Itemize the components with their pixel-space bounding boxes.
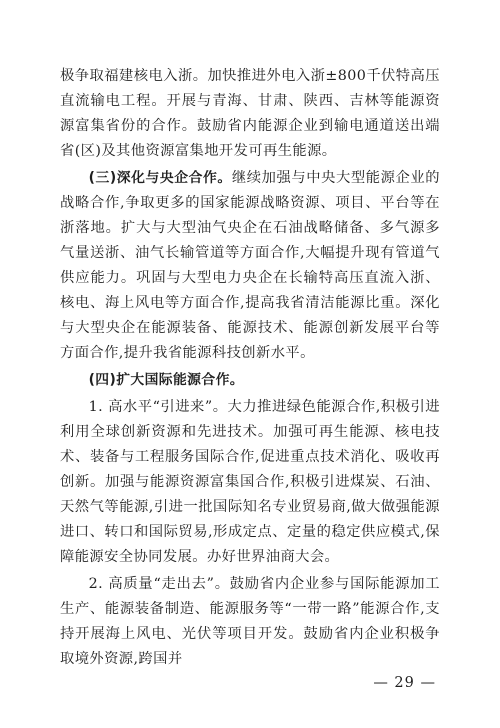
paragraph-central-soe-cooperation	[60, 166, 440, 366]
paragraph-text: 2. 高质量“走出去”。鼓励省内企业参与国际能源加工生产、能源装备制造、能源服务等“一带一路”能源合作,支持开展海上风电、光伏等项目开发。鼓励省内企业积极争取境外资源,跨国并	[60, 576, 440, 667]
paragraph-text: 1. 高水平“引进来”。大力推进绿色能源合作,积极引进利用全球创新资源和先进技术。加强可再生能源、核电技术、装备与工程服务国际合作,促进重点技术消化、吸收再创新。加强与能源资源富集国合作,积极引进煤炭、石油、天然气等能源,引进一批国际知名专业贸易商,做大做强能源进口、转口和国际贸易,形成定点、定量的稳定供应模式,保障能源安全协同发展。办好世界油商大会。	[60, 399, 440, 565]
document-body	[60, 64, 440, 672]
paragraph-text: 继续加强与中央大型能源企业的战略合作,争取更多的国家能源战略资源、项目、平台等在浙落地。扩大与大型油气央企在石油战略储备、多气源多气量送浙、油气长输管道等方面合作,大幅提升现有管道气供应能力。巩固与大型电力央企在长输特高压直流入浙、核电、海上风电等方面合作,提高我省清洁能源比重。深化与大型央企在能源装备、能源技术、能源创新发展平台等方面合作,提升我省能源科技创新水平。	[60, 170, 440, 361]
section-heading: (四)扩大国际能源合作。	[88, 372, 244, 388]
paragraph-text: 极争取福建核电入浙。加快推进外电入浙±800千伏特高压直流输电工程。开展与青海、甘肃、陕西、吉林等能源资源富集省份的合作。鼓励省内能源企业到输电通道送出端省(区)及其他资源富集地开发可再生能源。	[60, 68, 440, 159]
paragraph-continuation	[60, 64, 440, 164]
paragraph-go-out	[60, 572, 440, 672]
page-number: — 29 —	[373, 675, 436, 691]
section-heading: (三)深化与央企合作。	[88, 170, 232, 186]
paragraph-bring-in	[60, 395, 440, 570]
paragraph-international-cooperation-heading	[60, 368, 440, 393]
